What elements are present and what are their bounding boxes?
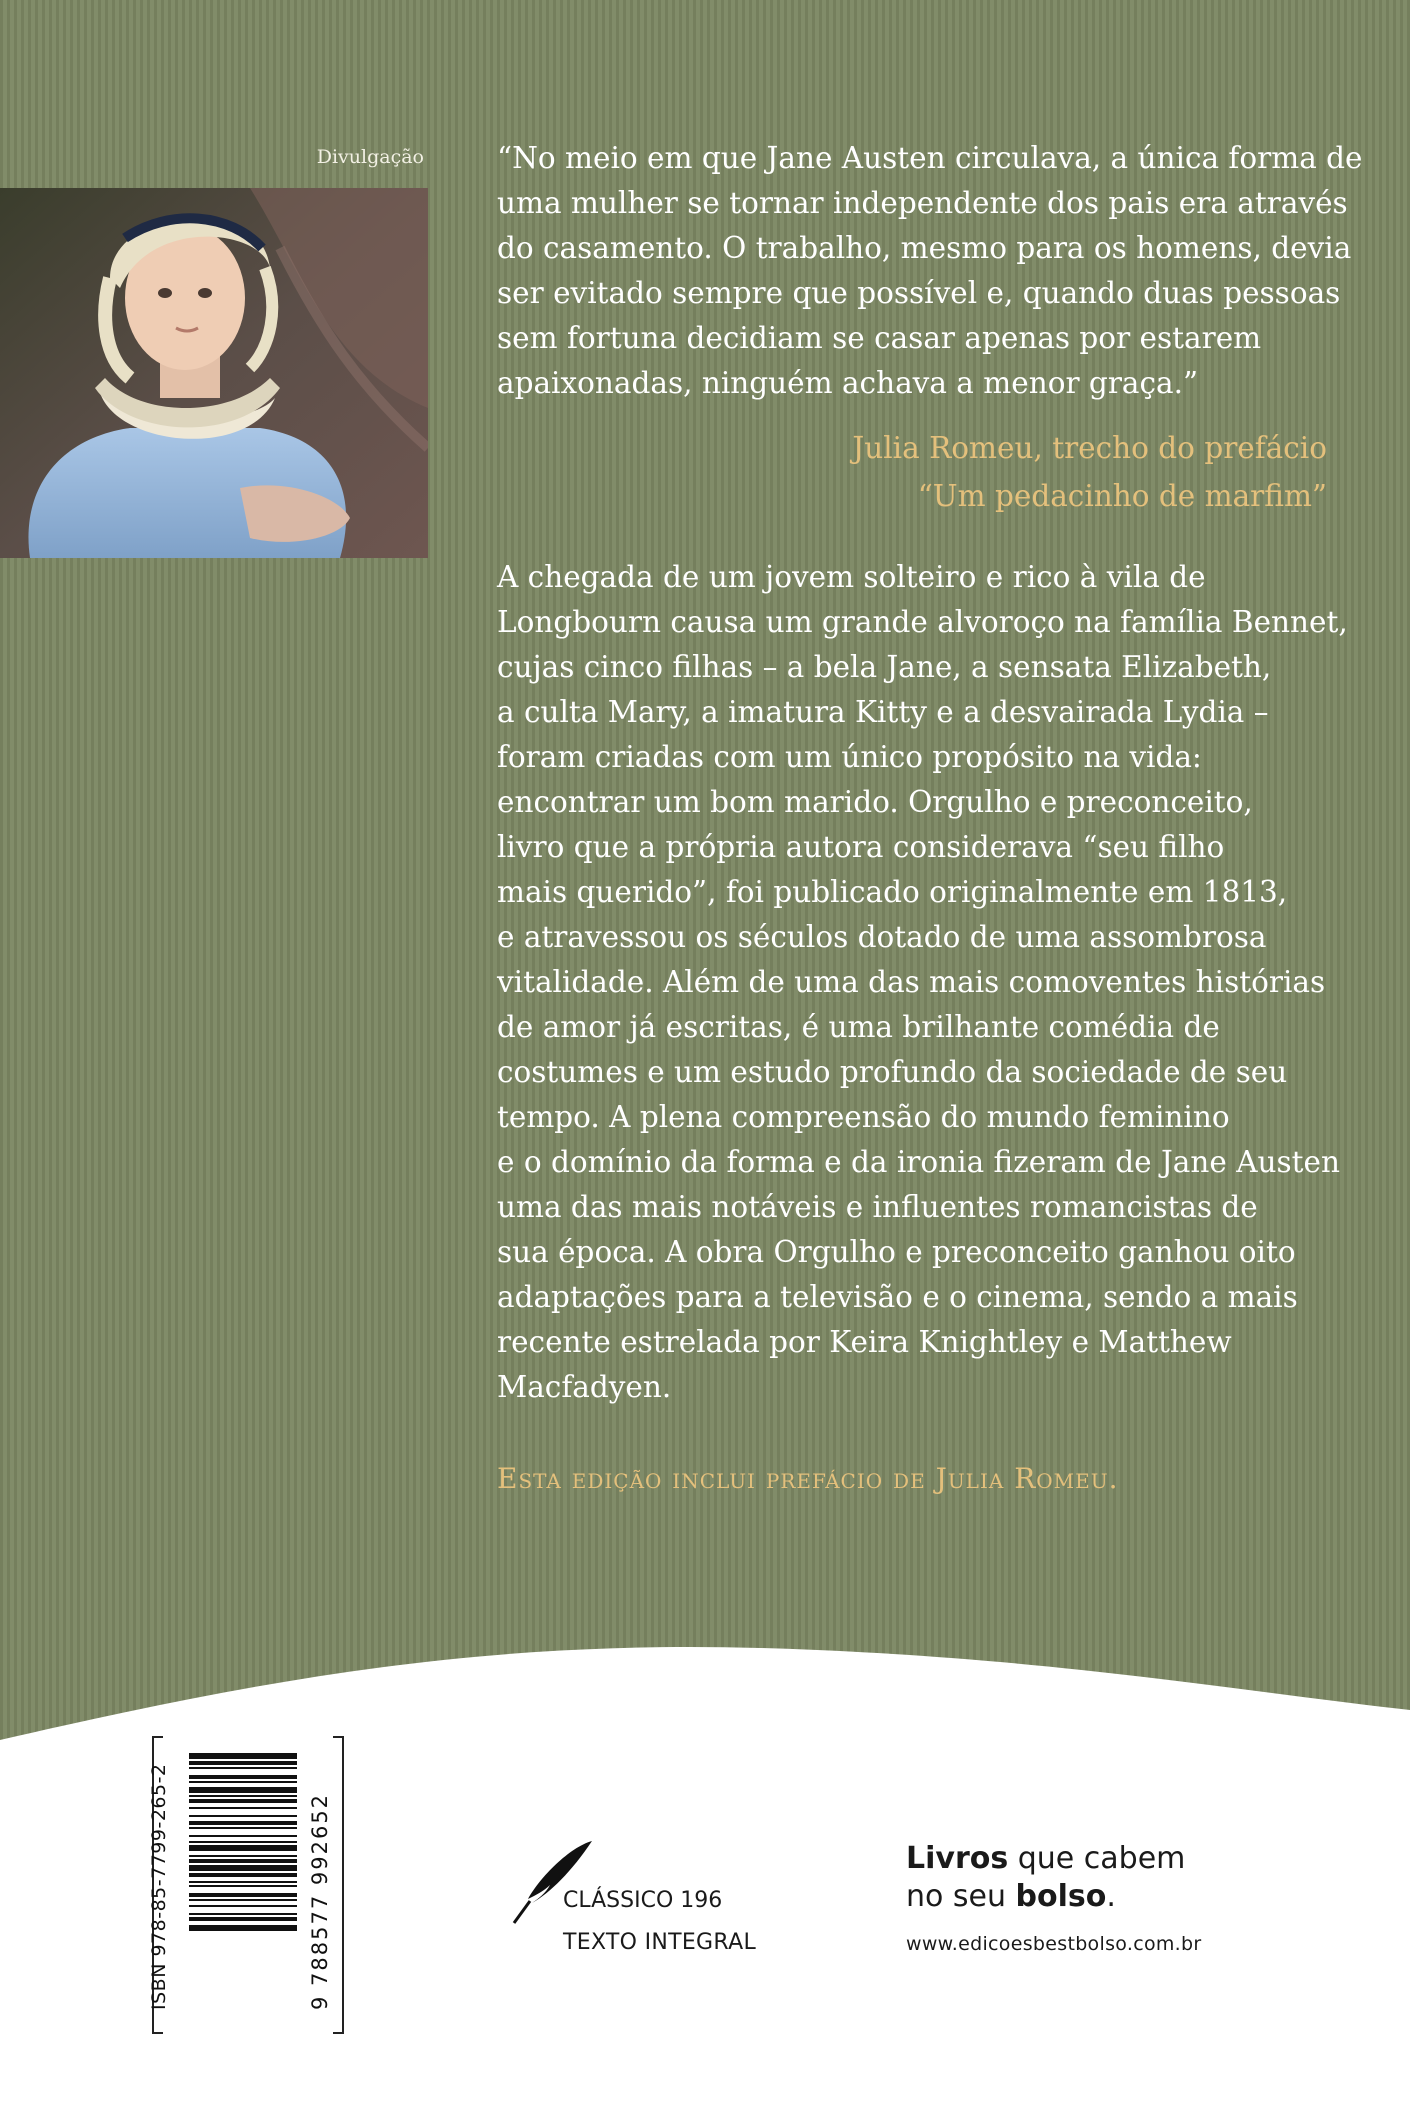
photo-credit: Divulgação	[316, 146, 424, 168]
barcode-bar	[189, 1815, 297, 1817]
barcode-bar	[189, 1761, 297, 1765]
attribution-author: Julia Romeu, trecho do prefácio	[852, 431, 1327, 465]
barcode-bar	[189, 1899, 297, 1901]
barcode-bar	[189, 1859, 297, 1863]
collection-series: CLÁSSICO 196	[563, 1888, 723, 1913]
synopsis-line: uma das mais notáveis e influentes romancistas de	[497, 1190, 1258, 1224]
barcode-bar	[189, 1787, 297, 1793]
publisher-website: www.edicoesbestbolso.com.br	[906, 1933, 1202, 1955]
barcode-bar	[189, 1885, 297, 1887]
barcode-bar	[189, 1775, 297, 1779]
synopsis-line: de amor já escritas, é uma brilhante comédia de	[497, 1010, 1220, 1044]
quote-attribution	[852, 424, 1327, 520]
synopsis-line: Longbourn causa um grande alvoroço na família Bennet,	[497, 605, 1348, 639]
barcode-bar	[189, 1781, 297, 1783]
barcode-bar	[189, 1925, 297, 1931]
barcode-bar	[189, 1913, 297, 1915]
edition-note: Esta edição inclui prefácio de Julia Romeu.	[497, 1462, 1119, 1495]
synopsis-line: e atravessou os séculos dotado de uma assombrosa	[497, 920, 1267, 954]
barcode-bar	[189, 1799, 297, 1803]
synopsis-line: mais querido”, foi publicado originalmente em 1813,	[497, 875, 1288, 909]
synopsis-line: A chegada de um jovem solteiro e rico à vila de	[497, 560, 1206, 594]
quote-line: do casamento. O trabalho, mesmo para os homens, devia	[497, 231, 1352, 265]
synopsis-line: recente estrelada por Keira Knightley e Matthew	[497, 1325, 1232, 1359]
synopsis-line: encontrar um bom marido. Orgulho e preconceito,	[497, 785, 1253, 819]
synopsis-line: tempo. A plena compreensão do mundo feminino	[497, 1100, 1230, 1134]
barcode-bar	[189, 1905, 297, 1907]
quote-block	[497, 136, 1363, 406]
synopsis-line: Macfadyen.	[497, 1370, 672, 1404]
quill-icon	[510, 1837, 600, 1927]
barcode-bar	[189, 1835, 297, 1837]
quote-line: sem fortuna decidiam se casar apenas por estarem	[497, 321, 1262, 355]
barcode-bar	[189, 1865, 297, 1871]
author-portrait	[0, 188, 428, 558]
synopsis-line: adaptações para a televisão e o cinema, sendo a mais	[497, 1280, 1298, 1314]
barcode-bar	[189, 1827, 297, 1829]
slogan-line-2: no seu bolso.	[906, 1879, 1116, 1914]
quote-line: apaixonadas, ninguém achava a menor graça.”	[497, 366, 1199, 400]
slogan-line-1: Livros que cabem	[906, 1841, 1186, 1876]
synopsis-line: cujas cinco filhas – a bela Jane, a sensata Elizabeth,	[497, 650, 1272, 684]
barcode-bar	[189, 1795, 297, 1797]
barcode-bar	[189, 1841, 297, 1843]
barcode-bar	[189, 1821, 297, 1825]
barcode-bar	[189, 1767, 297, 1769]
barcode-bar	[189, 1917, 297, 1921]
barcode-bar	[189, 1881, 297, 1883]
barcode-bar	[189, 1855, 297, 1857]
publisher-slogan	[906, 1840, 1185, 1916]
barcode-bar	[189, 1873, 297, 1877]
barcode-bar	[189, 1845, 297, 1851]
quote-line: “No meio em que Jane Austen circulava, a única forma de	[497, 141, 1363, 175]
collection-type: TEXTO INTEGRAL	[563, 1930, 757, 1955]
synopsis-line: livro que a própria autora considerava “seu filho	[497, 830, 1225, 864]
barcode-bar	[189, 1807, 297, 1809]
barcode-bar	[189, 1893, 297, 1897]
barcode-bar	[189, 1753, 297, 1759]
synopsis-line: sua época. A obra Orgulho e preconceito ganhou oito	[497, 1235, 1296, 1269]
synopsis-line: a culta Mary, a imatura Kitty e a desvairada Lydia –	[497, 695, 1269, 729]
attribution-source: “Um pedacinho de marfim”	[917, 479, 1327, 513]
quote-line: ser evitado sempre que possível e, quando duas pessoas	[497, 276, 1341, 310]
synopsis-line: vitalidade. Além de uma das mais comoventes histórias	[497, 965, 1326, 999]
synopsis-line: e o domínio da forma e da ironia fizeram de Jane Austen	[497, 1145, 1340, 1179]
quote-line: uma mulher se tornar independente dos pais era através	[497, 186, 1348, 220]
synopsis-line: costumes e um estudo profundo da sociedade de seu	[497, 1055, 1288, 1089]
barcode-digits: 9 788577 992652	[308, 1792, 332, 2010]
synopsis-block	[497, 555, 1348, 1410]
synopsis-line: foram criadas com um único propósito na vida:	[497, 740, 1202, 774]
isbn-text: ISBN 978-85-7799-265-2	[148, 1763, 170, 2010]
